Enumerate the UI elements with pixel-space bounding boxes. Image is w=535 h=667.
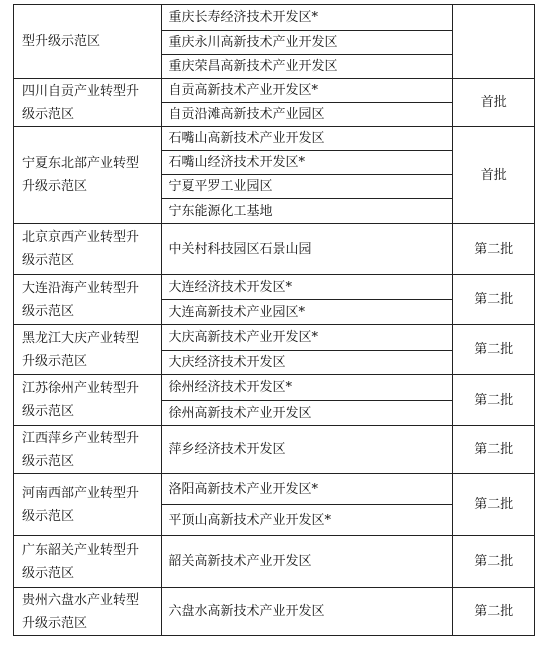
table-row: [14, 79, 535, 103]
zone-name-line: 升级示范区: [22, 179, 88, 194]
park-name-cell: 韶关高新技术产业开发区: [161, 536, 453, 588]
zone-name-line: 河南西部产业转型升: [22, 485, 140, 501]
zone-name-line: 黑龙江大庆产业转型: [22, 330, 140, 346]
park-name-cell: 重庆荣昌高新技术产业开发区: [161, 55, 453, 79]
zone-name-cell: [14, 536, 162, 588]
park-name-cell: 大庆高新技术产业开发区*: [161, 325, 453, 351]
demonstration-zone-table: [13, 4, 535, 636]
table-row: [14, 224, 535, 275]
zone-name-line: 宁夏东北部产业转型: [22, 156, 140, 171]
batch-cell: 首批: [453, 79, 535, 127]
zone-name-cell: [14, 224, 162, 275]
zone-name-line: 大连沿海产业转型升: [22, 280, 140, 296]
table-row: [14, 426, 535, 474]
zone-name-line: 江苏徐州产业转型升: [22, 381, 140, 396]
zone-name-line: 四川自贡产业转型升: [22, 83, 140, 99]
zone-name-line: 级示范区: [22, 404, 75, 419]
table-row: [14, 325, 535, 351]
table-row: [14, 474, 535, 505]
batch-cell: 第二批: [453, 375, 535, 426]
park-name-cell: 重庆长寿经济技术开发区*: [161, 5, 453, 31]
zone-name-cell: [14, 588, 162, 636]
zone-name-line: 升级示范区: [22, 615, 88, 631]
table-row: [14, 588, 535, 636]
park-name-cell: 洛阳高新技术产业开发区*: [161, 474, 453, 505]
table-row: [14, 5, 535, 31]
zone-name-line: 升级示范区: [22, 353, 88, 369]
park-name-cell: 平顶山高新技术产业开发区*: [161, 505, 453, 536]
batch-cell: 第二批: [453, 325, 535, 375]
park-name-cell: 大连经济技术开发区*: [161, 275, 453, 300]
park-name-cell: 石嘴山经济技术开发区*: [161, 151, 453, 175]
zone-name-line: 级示范区: [22, 508, 75, 524]
zone-name-cell: [14, 127, 162, 224]
zone-name-line: 级示范区: [22, 253, 75, 268]
zone-name-cell: [14, 474, 162, 536]
zone-name-line: 级示范区: [22, 303, 75, 319]
batch-cell: 第二批: [453, 536, 535, 588]
park-name-cell: 大连高新技术产业园区*: [161, 300, 453, 325]
batch-cell: 第二批: [453, 588, 535, 636]
batch-cell: 第二批: [453, 426, 535, 474]
batch-cell: 首批: [453, 127, 535, 224]
park-name-cell: 大庆经济技术开发区: [161, 351, 453, 375]
park-name-cell: 宁东能源化工基地: [161, 199, 453, 224]
table-body: [14, 5, 535, 636]
park-name-cell: 徐州高新技术产业开发区: [161, 401, 453, 426]
zone-name-cell: [14, 79, 162, 127]
zone-name-line: 型升级示范区: [22, 34, 101, 49]
zone-name-line: 贵州六盘水产业转型: [22, 592, 140, 608]
zone-name-cell: [14, 426, 162, 474]
zone-name-line: 级示范区: [22, 106, 75, 122]
park-name-cell: 徐州经济技术开发区*: [161, 375, 453, 401]
park-name-cell: 石嘴山高新技术产业开发区: [161, 127, 453, 151]
batch-cell: 第二批: [453, 474, 535, 536]
zone-name-cell: [14, 5, 162, 79]
table-row: [14, 275, 535, 300]
batch-cell: 第二批: [453, 275, 535, 325]
park-name-cell: 中关村科技园区石景山园: [161, 224, 453, 275]
park-name-cell: 重庆永川高新技术产业开发区: [161, 31, 453, 55]
zone-name-cell: [14, 375, 162, 426]
zone-name-line: 广东韶关产业转型升: [22, 542, 140, 558]
park-name-cell: 宁夏平罗工业园区: [161, 175, 453, 199]
batch-cell: [453, 5, 535, 79]
park-name-cell: 萍乡经济技术开发区: [161, 426, 453, 474]
park-name-cell: 自贡高新技术产业开发区*: [161, 79, 453, 103]
park-name-cell: 六盘水高新技术产业开发区: [161, 588, 453, 636]
table-row: [14, 127, 535, 151]
zone-name-line: 江西萍乡产业转型升: [22, 430, 140, 446]
batch-cell: 第二批: [453, 224, 535, 275]
zone-name-line: 北京京西产业转型升: [22, 230, 140, 245]
zone-name-line: 级示范区: [22, 453, 75, 469]
zone-name-line: 级示范区: [22, 565, 75, 581]
table-row: [14, 375, 535, 401]
zone-name-cell: [14, 325, 162, 375]
zone-name-cell: [14, 275, 162, 325]
table-row: [14, 536, 535, 588]
park-name-cell: 自贡沿滩高新技术产业园区: [161, 103, 453, 127]
